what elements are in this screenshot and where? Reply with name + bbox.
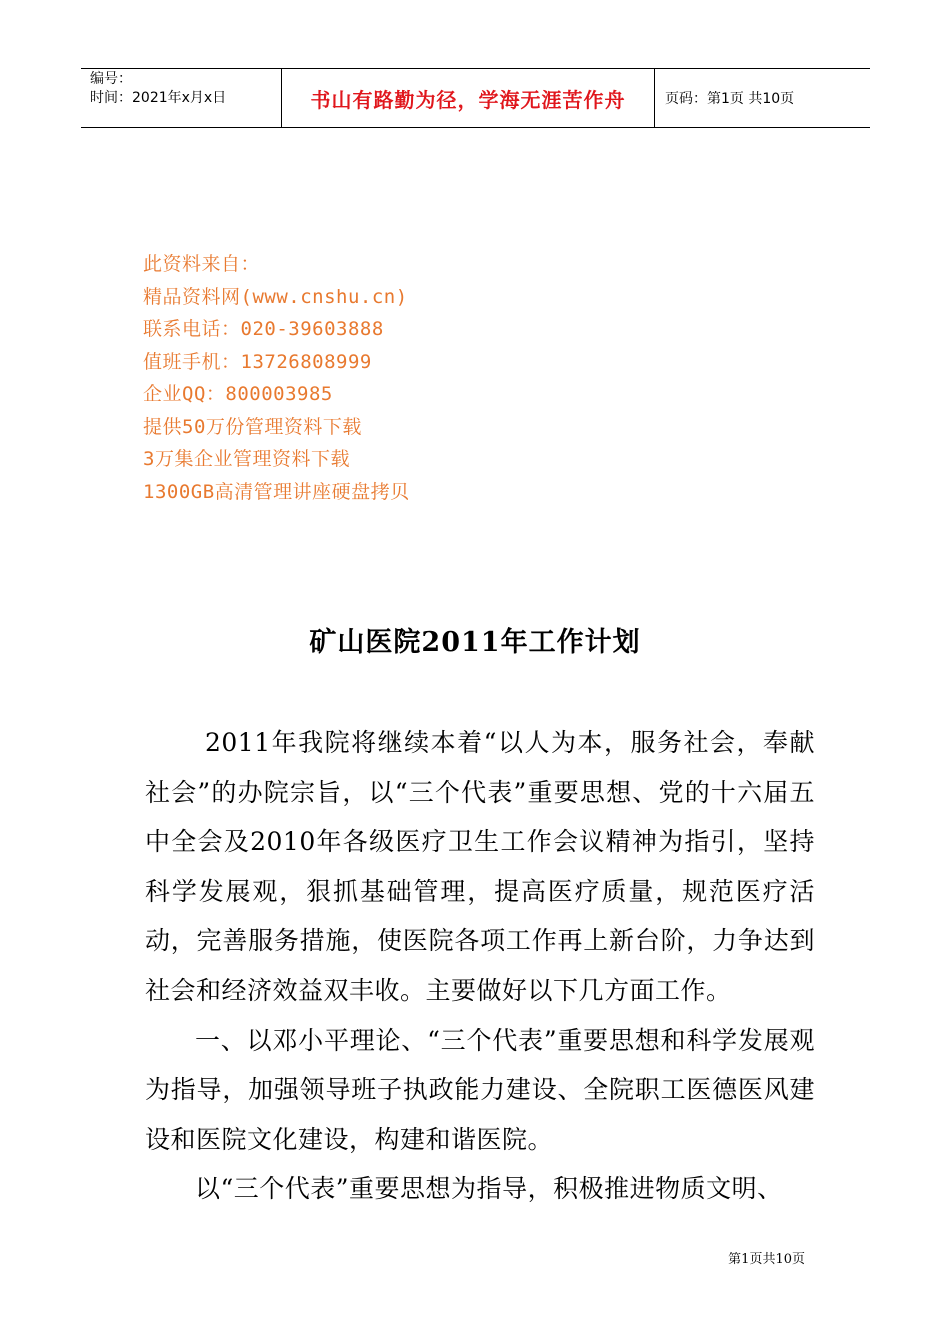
page-code: 页码：第1页 共10页 xyxy=(665,91,795,107)
paragraph-section-1: 一、以邓小平理论、“三个代表”重要思想和科学发展观为指导，加强领导班子执政能力建设、全院职工医德医风建设和医院文化建设，构建和谐医院。 xyxy=(145,1025,815,1154)
page-footer: 第1页共10页 xyxy=(728,1252,805,1267)
phone-line: 联系电话：020-39603888 xyxy=(143,318,384,340)
header-page-cell xyxy=(655,69,870,127)
paragraph-section-1-detail: 以“三个代表”重要思想为指导，积极推进物质文明、 xyxy=(195,1174,783,1204)
header-motto-cell xyxy=(281,69,655,127)
offer-line-2: 3万集企业管理资料下载 xyxy=(143,448,350,470)
header-table xyxy=(81,68,870,128)
website-line: 精品资料网(www.cnshu.cn) xyxy=(143,285,408,308)
offer-line-1: 提供50万份管理资料下载 xyxy=(143,415,362,438)
paragraph-intro: 2011年我院将继续本着“以人为本，服务社会，奉献社会”的办院宗旨，以“三个代表”重要思想、党的十六届五中全会及2010年各级医疗卫生工作会议精神为指引，坚持科学发展观，狠抓基础管理，提高医疗质量，规范医疗活动，完善服务措施，使医院各项工作再上新台阶，力争达到社会和经济效益双丰收。主要做好以下几方面工作。 xyxy=(145,728,815,1005)
document-title: 矿山医院2011年工作计划 xyxy=(309,627,641,658)
qq-line: 企业QQ：800003985 xyxy=(143,383,333,405)
offer-line-3: 1300GB高清管理讲座硬盘拷贝 xyxy=(143,480,410,503)
source-info-block xyxy=(143,248,643,508)
date-label: 时间：2021年x月x日 xyxy=(90,90,227,106)
source-line: 此资料来自： xyxy=(143,253,261,275)
serial-label: 编号： xyxy=(90,71,132,87)
motto-text: 书山有路勤为径，学海无涯苦作舟 xyxy=(310,87,626,112)
mobile-line: 值班手机：13726808999 xyxy=(143,350,372,373)
document-body xyxy=(145,718,815,1214)
header-meta-cell xyxy=(81,69,281,127)
